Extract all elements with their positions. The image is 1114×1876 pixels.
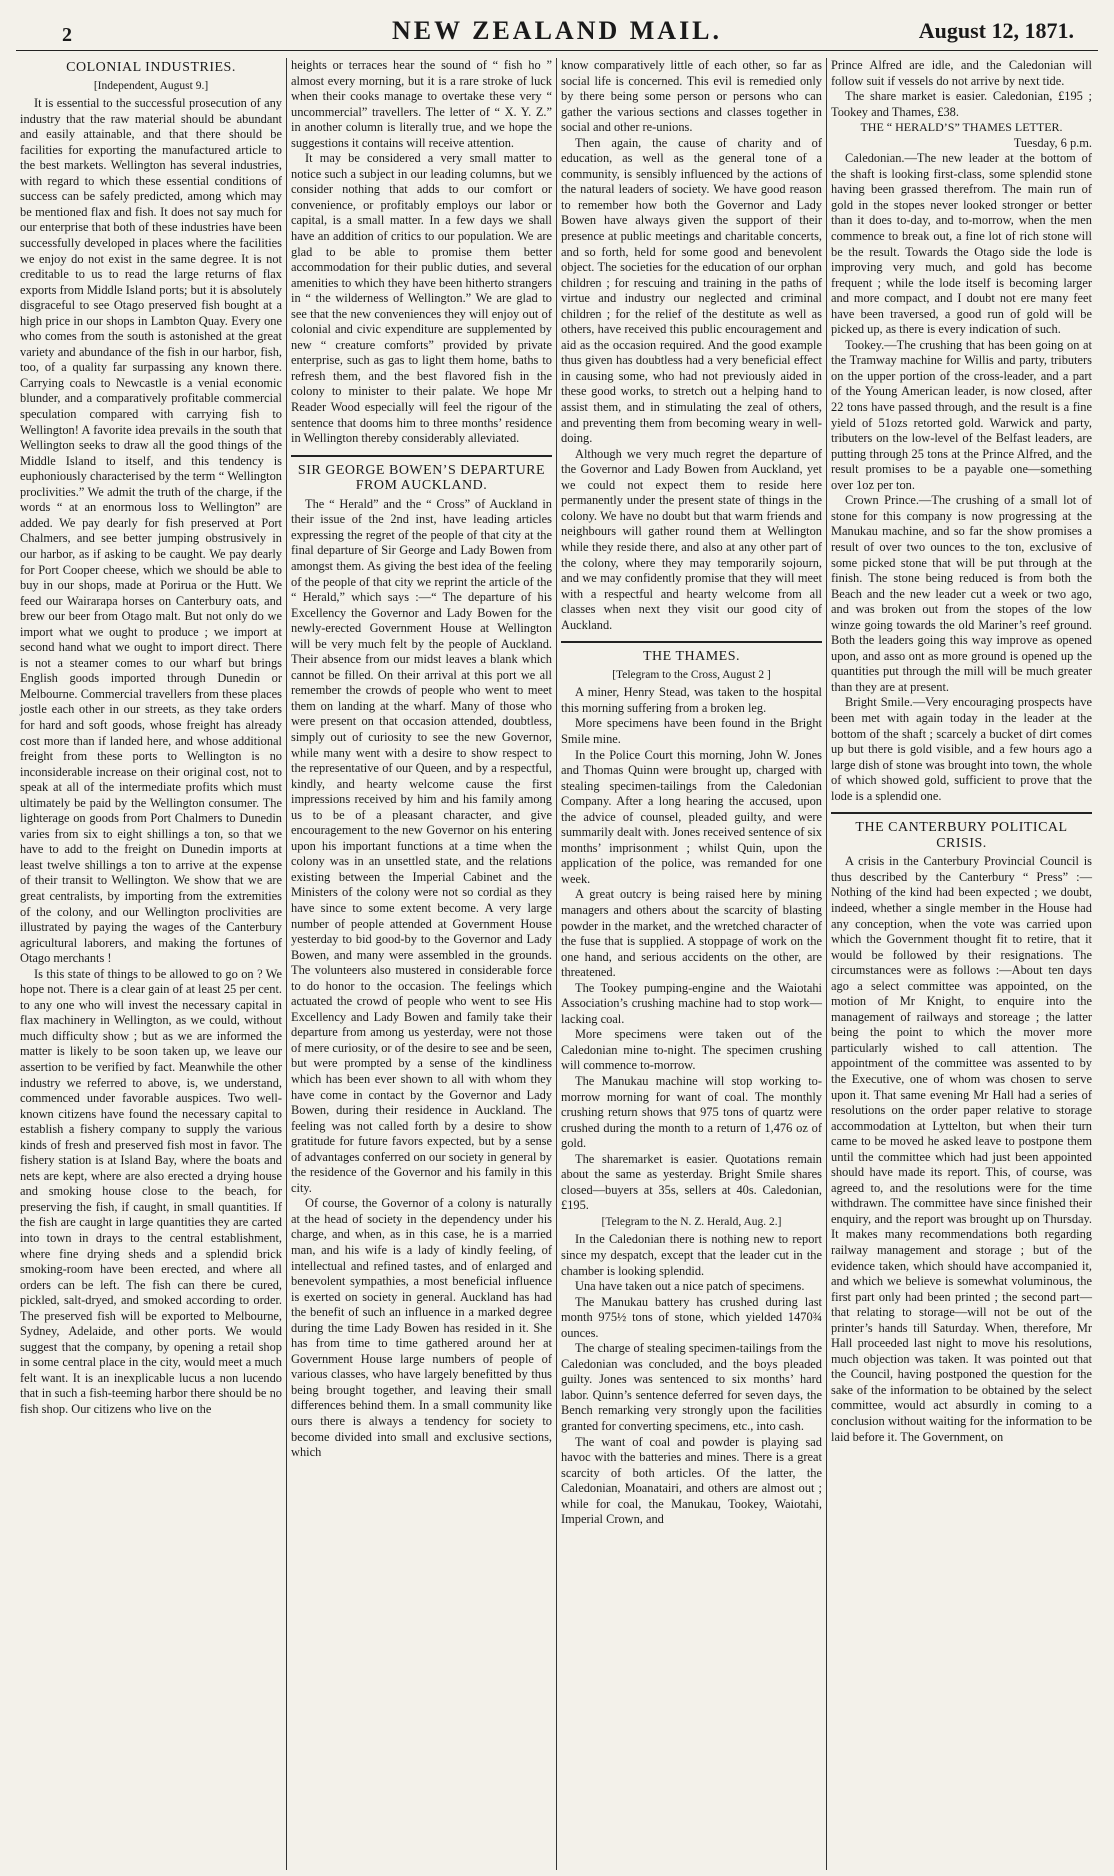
column-3 <box>556 58 826 1870</box>
paragraph: Prince Alfred are idle, and the Caledonian will follow suit if vessels do not arrive by next tide. <box>831 58 1092 88</box>
article-source: [Telegram to the Cross, August 2 ] <box>612 668 771 681</box>
article-heading-canterbury-crisis: THE CANTERBURY POLITICAL CRISIS. <box>831 812 1092 851</box>
article-heading-bowen-departure: SIR GEORGE BOWEN’S DEPARTURE FROM AUCKLAND. <box>291 455 552 494</box>
paragraph: Caledonian.—The new leader at the bottom of the shaft is looking first-class, some splendid stone having been grassed therefrom. The main run of gold in the stopes never looked stronger or better than it does to-day, and to-morrow, when the men commence to break out, a fine lot of rich stone will be the result. Towards the Otago side the lode is improving very much, and gold has become frequent ; while the lode itself is becoming larger and more compact, and I doubt not ere many feet have been traversed, a good run of gold will be picked up, as there is every indication of such. <box>831 151 1092 337</box>
paragraph: In the Police Court this morning, John W. Jones and Thomas Quinn were brought up, charged with stealing specimen-tailings from the Caledonian Company. After a long hearing the accused, upon the advice of counsel, pleaded guilty, and were summarily dealt with. Jones received sentence of six months’ imprisonment ; whilst Quin, upon the application of the police, was remanded for one week. <box>561 747 822 886</box>
article-source: [Independent, August 9.] <box>93 79 209 92</box>
paragraph: Although we very much regret the departure of the Governor and Lady Bowen from Auckland, yet we could not expect them to reside here permanently under the present state of things in the colony. We have no doubt but that warm friends and neighbours will gather round them at Wellington while they reside there, and also at any other part of the colony, where they may temporarily sojourn, and we may confidently promise that they will meet with a respectful and hearty welcome from all classes when next they visit our good city of Auckland. <box>561 446 822 632</box>
paragraph: It may be considered a very small matter to notice such a subject in our leading columns, but we consider nothing that adds to our comfort or convenience, or profitably employs our labor or capital, is a small matter. In a few days we shall have an addition of critics to our population. We are glad to be able to promise them better accommodation for their public duties, and several amenities to which they have been hitherto strangers in “ the wilderness of Wellington.” We are glad to see that the new conveniences they will enjoy out of colonial and civic expenditure are supplemented by new “ creature comforts” provided by private enterprise, such as gas to light them home, baths to refresh them, and the best flavored fish in the colony to minister to their palate. We hope Mr Reader Wood especially will feel the rigour of the sentence that dooms him to three months’ residence in Wellington thereby considerably alleviated. <box>291 151 552 446</box>
column-2 <box>286 58 556 1870</box>
paragraph: Of course, the Governor of a colony is naturally at the head of society in the dependency under his charge, and when, as in this case, he is a married man, and his wife is a lady of kindly feeling, of intellectual and refined tastes, and of enlarged and benevolent sympathies, a most beneficial influence is exerted on society in general. Auckland has had the benefit of such an influence in a marked degree during the time Lady Bowen has resided in it. She has from time to time gathered around her at Government House large numbers of people of various classes, who have largely benefitted by thus being brought together, and leaving their small differences behind them. In a small community like ours there is always a tendency for society to become divided into small and exclusive sections, which <box>291 1196 552 1460</box>
paragraph: Bright Smile.—Very encouraging prospects have been met with again today in the leader at the bottom of the shaft ; scarcely a bucket of dirt comes up but there is gold visible, and a few hours ago a large dish of stone was brought into town, the whole of which showed gold, sufficient to prove that the lode is a splendid one. <box>831 695 1092 803</box>
letter-heading: THE “ HERALD’S” THAMES LETTER. <box>860 120 1063 135</box>
article-heading-colonial-industries: COLONIAL INDUSTRIES. <box>66 60 236 75</box>
paragraph: A crisis in the Canterbury Provincial Council is thus described by the Canterbury “ Press” :—Nothing of the kind had been expected ; we doubt, indeed, whether a single member in the House had any conception, when the vote was carried upon which the Government thought fit to retire, that it would be followed by their resignations. The circumstances were as follows :—About ten days ago a select committee was appointed, on the motion of Mr Knight, to enquire into the management of railways and storeage ; the latter being the point to which the mover more particularly wished to call attention. The appointment of the committee was assented to by the Executive, one of whom was chosen to serve upon it. That same evening Mr Hall had a series of resolutions on the order paper relative to storage accommodation at Lyttelton, but when their turn came to be moved he asked leave to postpone them until the committee which had just been appointed should have made its report. This, of course, was agreed to, and the resolutions were for the time withdrawn. The committee have since finished their enquiry, and the report was brought up on Thursday. It makes many recommendations both regarding railway management and storage ; but of the evidence taken, which should have accompanied it, and which we believe is somewhat voluminous, the first part only had been printed ; the second part—that relating to storage—will not be out of the printer’s hands till Saturday. When, therefore, Mr Hall proceeded last night to move his resolutions, much objection was taken. It was pointed out that the Council, having postponed the question for the sake of the information to be obtained by the select committee, would act absurdly in coming to a conclusion without waiting for the information to be laid before it. The Government, on <box>831 854 1092 1444</box>
paragraph: The Manukau machine will stop working to-morrow morning for want of coal. The monthly crushing return shows that 975 tons of quartz were crushed during the month to a return of 1,476 oz of gold. <box>561 1074 822 1151</box>
paragraph: The Manukau battery has crushed during last month 975½ tons of stone, which yielded 1470¾ ounces. <box>561 1294 822 1340</box>
paragraph: know comparatively little of each other, so far as social life is concerned. This evil is remedied only by there being some person or persons who can gather the various sections and classes together in social and other re-unions. <box>561 58 822 135</box>
page-number: 2 <box>62 24 72 46</box>
masthead-rule <box>16 50 1098 51</box>
columns <box>16 58 1098 1870</box>
paragraph: heights or terraces hear the sound of “ fish ho ” almost every morning, but it is a rare stroke of luck when their cooks manage to overtake these very “ uncommercial” travellers. The letter of “ X. Y. Z.” in another column is literally true, and we hope the suggestions it contains will receive attention. <box>291 58 552 150</box>
paragraph: Crown Prince.—The crushing of a small lot of stone for this company is now progressing at the Manukau machine, and so far the show promises a result of over two ounces to the ton, exclusive of some picked stone that will be put through at the finish. The stone being reduced is from both the Beach and the new leader cut a week or two ago, and was broken out from the stopes of the low winze going towards the old Mariner’s reef ground. Both the leaders going this way improve as opened upon, and asso ont as more ground is opened up the quantities put through the mill will be much greater than they are at present. <box>831 493 1092 694</box>
column-4 <box>826 58 1096 1870</box>
paragraph: The sharemarket is easier. Quotations remain about the same as yesterday. Bright Smile shares closed—buyers at 35s, sellers at 40s. Caledonian, £195. <box>561 1151 822 1213</box>
paragraph: More specimens have been found in the Bright Smile mine. <box>561 716 822 746</box>
column-1 <box>16 58 286 1870</box>
issue-date: August 12, 1871. <box>918 18 1074 43</box>
paragraph: More specimens were taken out of the Caledonian mine to-night. The specimen crushing will commence to-morrow. <box>561 1027 822 1073</box>
paper-title: NEW ZEALAND MAIL. <box>391 16 723 45</box>
letter-time: Tuesday, 6 p.m. <box>1013 135 1092 150</box>
article-source: [Telegram to the N. Z. Herald, Aug. 2.] <box>601 1215 782 1228</box>
paragraph: Tookey.—The crushing that has been going on at the Tramway machine for Willis and party, tributers on the upper portion of the cross-leader, and a part of the Young American leader, is now closed, after 22 tons have passed through, and the result is a fine yield of 51ozs retorted gold. Warwick and party, tributers on the low-level of the Belfast leaders, are putting through 25 tons at the Prince Alfred, and the result promises to be a payable one—something over 1oz per ton. <box>831 337 1092 492</box>
paragraph: Is this state of things to be allowed to go on ? We hope not. There is a clear gain of at least 25 per cent. to any one who will invest the necessary capital in flax machinery in Wellington, as we could, without much difficulty show ; but as we are informed the matter is likely to be soon taken up, we leave our assertion to be verified by fact. Meanwhile the other industry we referred to above, is, we understand, commenced under favorable auspices. Two well-known citizens have found the necessary capital to establish a fishery company to supply the various kinds of fresh and preserved fish most in favor. The fishery station is at Island Bay, where the boats and nets are kept, where are also erected a drying house and smoking house close to the beach, for preserving the fish, if caught, in small quantities. If the fish are caught in large quantities they are carted into town in drays to the central establishment, where fine drying sheds and a splendid brick smoking-room have been erected, and where all orders can be left. The fish can there be cured, pickled, salt-dryed, and smoked according to order. The preserved fish will be exported to Melbourne, Sydney, Adelaide, and other ports. We would suggest that the company, by opening a retail shop in some central place in the city, would meet a much felt want. It is an inexplicable lucus a non lucendo that in such a fish-teeming harbor there should be no fish shop. Our citizens who live on the <box>20 966 282 1417</box>
paragraph: A great outcry is being raised here by mining managers and others about the scarcity of blasting powder in the market, and the wretched character of the fuse that is supplied. A stoppage of work on the one hand, and serious accidents on the other, are threatened. <box>561 887 822 980</box>
paragraph: A miner, Henry Stead, was taken to the hospital this morning suffering from a broken leg. <box>561 685 822 715</box>
paragraph: The charge of stealing specimen-tailings from the Caledonian was concluded, and the boys pleaded guilty. Jones was sentenced to six months’ hard labor. Quinn’s sentence deferred for seven days, the Bench remarking very strongly upon the facilities granted for converting specimens, etc., into cash. <box>561 1341 822 1434</box>
paragraph: The want of coal and powder is playing sad havoc with the batteries and mines. There is a great scarcity of both articles. Of the latter, the Caledonian, Moanatairi, and others are almost out ; while for coal, the Manukau, Tookey, Waiotahi, Imperial Crown, and <box>561 1434 822 1527</box>
paragraph: Then again, the cause of charity and of education, as well as the general tone of a community, is sensibly influenced by the actions of the natural leaders of society. We have good reason to remember how both the Governor and Lady Bowen have always given the support of their presence at public meetings and charitable concerts, and so forth, held for some good and benevolent object. The societies for the education of our orphan children ; for rescuing and training in the paths of virtue and industry our neglected and criminal children ; for the relief of the destitute as well as others, have received this public encouragement and aid as the occasion required. And the good example thus given has doubtless had a very beneficial effect in causing some, who had not previously aided in these good works, to stretch out a helping hand to assist them, and in stimulating the zeal of others, and preventing them from becoming weary in well-doing. <box>561 135 822 446</box>
paragraph: It is essential to the successful prosecution of any industry that the raw material should be abundant and easily attainable, and that there should be facilities for exporting the manufactured article to the best markets. Wellington has several industries, with regard to which these essential conditions of success can be safely predicted, among which may be mentioned flax and fish. It does not say much for our enterprise that both of these industries have been successfully developed in places where the facilities we enjoy do not exist in the same degree. It is not creditable to us to read the large returns of flax exports from Middle Island ports; but it is absolutely disgraceful to see Otago preserved fish bought at a high price in our shops in Lambton Quay. Every one who comes from the south is astonished at the great variety and abundance of the fish in our harbor, fish, too, of a quality far surpassing any known there. Carrying coals to Newcastle is a venial economic blunder, and a comparatively profitable commercial speculation compared with carrying fish to Wellington! A favorite idea prevails in the south that Wellington seeks to draw all the good things of the Middle Island to itself, and this tendency is euphoniously characterised by the term “ Wellington proclivities.” We admit the truth of the charge, if the words “ at an enormous loss to Wellington” are added. We pay dearly for fish preserved at Port Chalmers, and see better jumping obstrusively in our harbor, as if asking to be caught. We pay dearly for Port Cooper cheese, which we should be able to buy in our shops, made at Porirua or the Hutt. We feed our Wairarapa horses on Canterbury oats, and brew our beer from Otago malt. But not only do we import what we ought to produce ; we import at second hand what we ought to import direct. There is not a steamer comes to our wharf but brings English goods imported through Dunedin or Melbourne. Commercial travellers from these places jostle each other in our streets, as they take orders for hard and soft goods, whose freight has already cost more than if landed here, and whose additional freight from these ports to Wellington is no inconsiderable increase on their original cost, not to speak at all of the intermediate profits which must ultimately be paid by the Wellington consumer. The lighterage on goods from Port Chalmers to Dunedin varies from six to eight shillings a ton, so that we have to add to the freight on Dunedin imports at least twelve shillings a ton to arrive at the expense of their transit to Wellington. We show that we are great centralists, by importing from the extremities of the colony, and our Wellington proclivities are illustrated by paying the wages of the Canterbury agricultural laborers, and making the fortunes of Otago merchants ! <box>20 96 282 966</box>
paragraph: In the Caledonian there is nothing new to report since my despatch, except that the leader cut in the chamber is looking splendid. <box>561 1232 822 1278</box>
masthead <box>0 0 1114 52</box>
article-heading-thames: THE THAMES. <box>561 641 822 665</box>
paragraph: The “ Herald” and the “ Cross” of Auckland in their issue of the 2nd inst, have leading articles expressing the regret of the people of that city at the final departure of Sir George and Lady Bowen from amongst them. As giving the best idea of the feeling of the people of that city we reprint the article of the “ Herald,” which says :—“ The departure of his Excellency the Governor and Lady Bowen for the newly-erected Government House at Wellington will be very much felt by the people of Auckland. Their absence from our midst leaves a blank which cannot be filled. On their arrival at this port we all remember the crowds of people who went to meet them on landing at the wharf. Many of those who were present on that occasion attended, doubtless, simply out of curiosity to see the new Governor, while many went with a desire to show respect to the representative of our Queen, and by a respectful, kindly, and hearty welcome cause the first impressions received by him and his family among us to be of a pleasant character, and give encouragement to the new Governor on his entering upon his important functions at a time when the colony was in an unsettled state, and the relations existing between the Imperial Cabinet and the Ministers of the colony were not so cordial as they have since to some extent become. A very large number of people attended at Government House yesterday to bid good-by to the Governor and Lady Bowen, and many were assembled in the grounds. The volunteers also mustered in considerable force to do honor to the occasion. The feelings which actuated the crowd of people who went to see His Excellency and Lady Bowen and family take their departure from among us yesterday, were not those of mere curiosity, or of the desire to see and be seen, but were prompted by a sense of the kindliness which has been ever shown to all with whom they have come in contact by the Governor and Lady Bowen, during their residence in Auckland. The feeling was not called forth by a desire to show gratitude for future favors expected, but by a sense of advantages conferred on our society in general by the residence of the Governor and his family in this city. <box>291 496 552 1195</box>
paragraph: The Tookey pumping-engine and the Waiotahi Association’s crushing machine had to stop work—lacking coal. <box>561 980 822 1026</box>
paragraph: The share market is easier. Caledonian, £195 ; Tookey and Thames, £38. <box>831 89 1092 119</box>
paragraph: Una have taken out a nice patch of specimens. <box>575 1279 805 1294</box>
